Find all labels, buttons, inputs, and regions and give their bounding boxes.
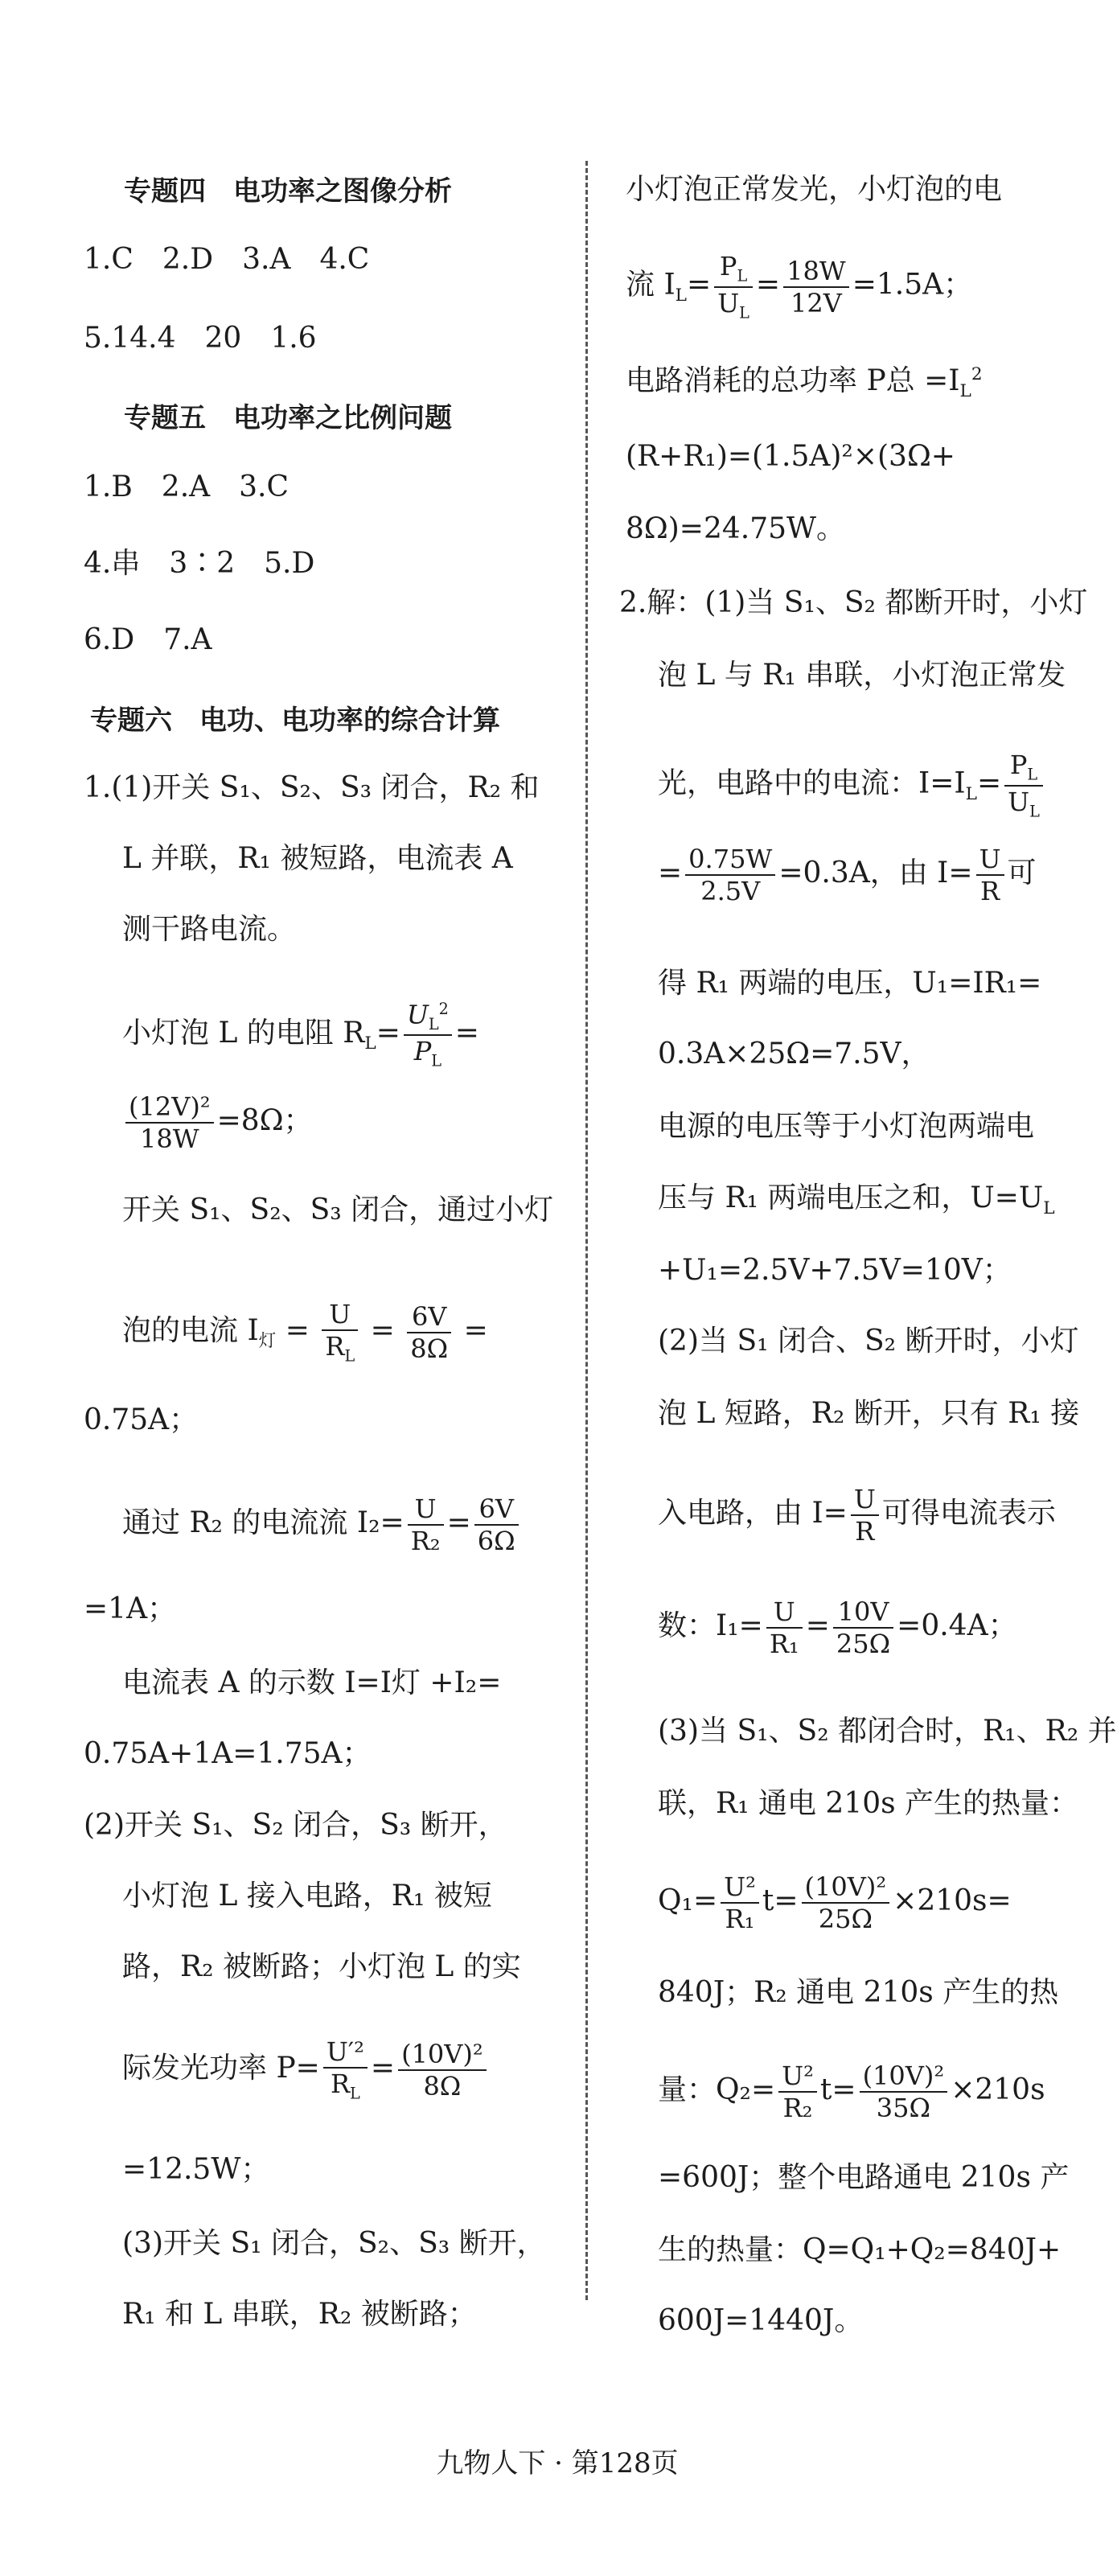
fraction: $\frac{U}{R}$ (976, 846, 1004, 904)
text-line: 泡 L 与 R₁ 串联，小灯泡正常发 (658, 659, 1066, 692)
fraction: $\frac{10V}{25\Omega}$ (833, 1599, 893, 1657)
fraction: $\frac{\text{U′²}}{R_L}$ (323, 2039, 368, 2101)
fraction: $\frac{\text{U²}}{\text{R₂}}$ (778, 2063, 817, 2121)
formula-line: 数：I₁= $\frac{U}{\text{R₁}}$ = $\frac{10V}{25\Omega}$ =0.4A； (658, 1596, 1017, 1659)
text-line: 0.3A×25Ω=7.5V， (658, 1037, 930, 1070)
text-line: 0.75A+1A=1.75A； (84, 1737, 372, 1770)
fraction: $\frac{\text{U²}}{\text{R₁}}$ (721, 1874, 759, 1932)
section-heading-6: 专题六 电功、电功率的综合计算 (90, 705, 500, 737)
formula-line: Q₁= $\frac{\text{U²}}{\text{R₁}}$ t= $\frac{\text{(10V)²}}{25\Omega}$ ×210s= (658, 1871, 1012, 1934)
text-line: 测干路电流。 (122, 913, 297, 946)
text-line: 0.75A； (84, 1403, 199, 1436)
text-line: 1.(1)开关 S₁、S₂、S₃ 闭合，R₂ 和 (84, 771, 540, 804)
text-line: 电路消耗的总功率 P总 $=I_L^2$ (626, 364, 983, 402)
fraction: $\frac{\text{(12V)²}}{18W}$ (125, 1094, 214, 1152)
left-column (84, 0, 574, 2397)
fraction: $\frac{U}{R_L}$ (322, 1301, 358, 1364)
text-line: 600J=1440J。 (658, 2304, 864, 2337)
fraction: $\frac{0.75W}{2.5V}$ (685, 846, 775, 904)
fraction: $\frac{U}{\text{R₁}}$ (766, 1599, 803, 1657)
text-line: L 并联，R₁ 被短路，电流表 A (122, 842, 513, 875)
formula-line: 量：Q₂= $\frac{\text{U²}}{\text{R₂}}$ t= $\frac{\text{(10V)²}}{35\Omega}$ ×210s (658, 2060, 1045, 2123)
formula-line: 光，电路中的电流：$I=I_L=$ $\frac{P_L}{U_L}$ (658, 752, 1046, 819)
formula-line: 流 $I_L=$ $\frac{P_L}{U_L}$ = $\frac{18W}{12V}$ =1.5A； (626, 251, 973, 322)
text-line: (3)开关 S₁ 闭合，S₂、S₃ 断开， (122, 2227, 546, 2260)
fraction: $\frac{U}{R}$ (851, 1486, 879, 1544)
text-line: (R+R₁)=(1.5A)²×(3Ω+ (626, 440, 955, 473)
text-line: 电流表 A 的示数 I=I灯 +I₂= (122, 1666, 502, 1699)
answer-line: 1.B 2.A 3.C (84, 470, 290, 503)
text-line: 开关 S₁、S₂、S₃ 闭合，通过小灯 (122, 1194, 554, 1226)
text-line: 840J；R₂ 通电 210s 产生的热 (658, 1976, 1059, 2009)
text-line: 泡 L 短路，R₂ 断开，只有 R₁ 接 (658, 1397, 1080, 1430)
fraction: $\frac{P_L}{U_L}$ (714, 253, 753, 320)
fraction: $\frac{U_L^2}{P_L}$ (404, 1001, 452, 1069)
answer-line: 6.D 7.A (84, 623, 212, 656)
text-line: =1A； (84, 1592, 177, 1625)
text-line: 电源的电压等于小灯泡两端电 (658, 1110, 1035, 1143)
text-line: 压与 R₁ 两端电压之和，$U=U_L$ (658, 1181, 1055, 1219)
text-line: 路，R₂ 被断路；小灯泡 L 的实 (122, 1950, 521, 1983)
text-line: (2)开关 S₁、S₂ 闭合，S₃ 断开， (84, 1809, 507, 1842)
section-heading-4: 专题四 电功率之图像分析 (124, 175, 452, 207)
text-line: 小灯泡正常发光，小灯泡的电 (626, 173, 1003, 206)
fraction: $\frac{\text{(10V)²}}{25\Omega}$ (802, 1874, 890, 1932)
formula-line: 际发光功率 P= $\frac{\text{U′²}}{R_L}$ = $\frac{\text{(10V)²}}{8\Omega}$ (122, 2039, 490, 2101)
fraction: $\frac{6V}{6\Omega}$ (474, 1496, 519, 1554)
formula-line: 泡的电流 $I_灯$ = $\frac{U}{R_L}$ = $\frac{6V}{8\Omega}$ = (122, 1299, 488, 1366)
answer-line: 5.14.4 20 1.6 (84, 322, 317, 355)
text-line: 8Ω)=24.75W。 (626, 512, 846, 545)
text-line: (3)当 S₁、S₂ 都闭合时，R₁、R₂ 并 (658, 1715, 1117, 1748)
text-line: 小灯泡 L 接入电路，R₁ 被短 (122, 1880, 492, 1912)
text-line: 生的热量：Q=Q₁+Q₂=840J+ (658, 2233, 1062, 2266)
answer-line: 4.串 3∶2 5.D (84, 547, 315, 580)
text-line: 得 R₁ 两端的电压，U₁=IR₁= (658, 967, 1042, 1000)
text-line: +U₁=2.5V+7.5V=10V； (658, 1254, 1012, 1287)
text-line: (2)当 S₁ 闭合、S₂ 断开时，小灯 (658, 1325, 1079, 1358)
text-line: 联，R₁ 通电 210s 产生的热量： (658, 1787, 1079, 1820)
text-line: R₁ 和 L 串联，R₂ 被断路； (122, 2298, 477, 2331)
answer-line: 1.C 2.D 3.A 4.C (84, 243, 370, 276)
fraction: $\frac{\text{(10V)²}}{35\Omega}$ (860, 2063, 948, 2121)
formula-line: = $\frac{0.75W}{2.5V}$ =0.3A，由 I= $\frac{U}{R}$ 可 (658, 844, 1037, 906)
section-heading-5: 专题五 电功率之比例问题 (124, 402, 452, 434)
formula-line: $\frac{\text{(12V)²}}{18W}$ =8Ω； (122, 1094, 313, 1152)
right-column (619, 0, 1117, 2397)
text-line: =12.5W； (122, 2153, 270, 2186)
formula-line: 小灯泡 L 的电阻 $R_L=$ $\frac{U_L^2}{P_L}$ = (122, 999, 479, 1070)
text-line: 2.解：(1)当 S₁、S₂ 都断开时，小灯 (619, 586, 1088, 619)
formula-line: 通过 R₂ 的电流流 I₂= $\frac{U}{\text{R₂}}$ = $\frac{6V}{6\Omega}$ (122, 1496, 522, 1554)
fraction: $\frac{\text{(10V)²}}{8\Omega}$ (398, 2041, 487, 2099)
page-footer: 九物人下 · 第128页 (436, 2447, 679, 2479)
fraction: $\frac{U}{\text{R₂}}$ (408, 1496, 444, 1554)
formula-line: 入电路，由 I= $\frac{U}{R}$ 可得电流表示 (658, 1484, 1056, 1547)
column-divider (585, 161, 588, 2300)
text-line: =600J；整个电路通电 210s 产 (658, 2161, 1070, 2194)
fraction: $\frac{6V}{8\Omega}$ (407, 1304, 451, 1362)
fraction: $\frac{P_L}{U_L}$ (1004, 752, 1043, 819)
fraction: $\frac{18W}{12V}$ (783, 258, 849, 316)
